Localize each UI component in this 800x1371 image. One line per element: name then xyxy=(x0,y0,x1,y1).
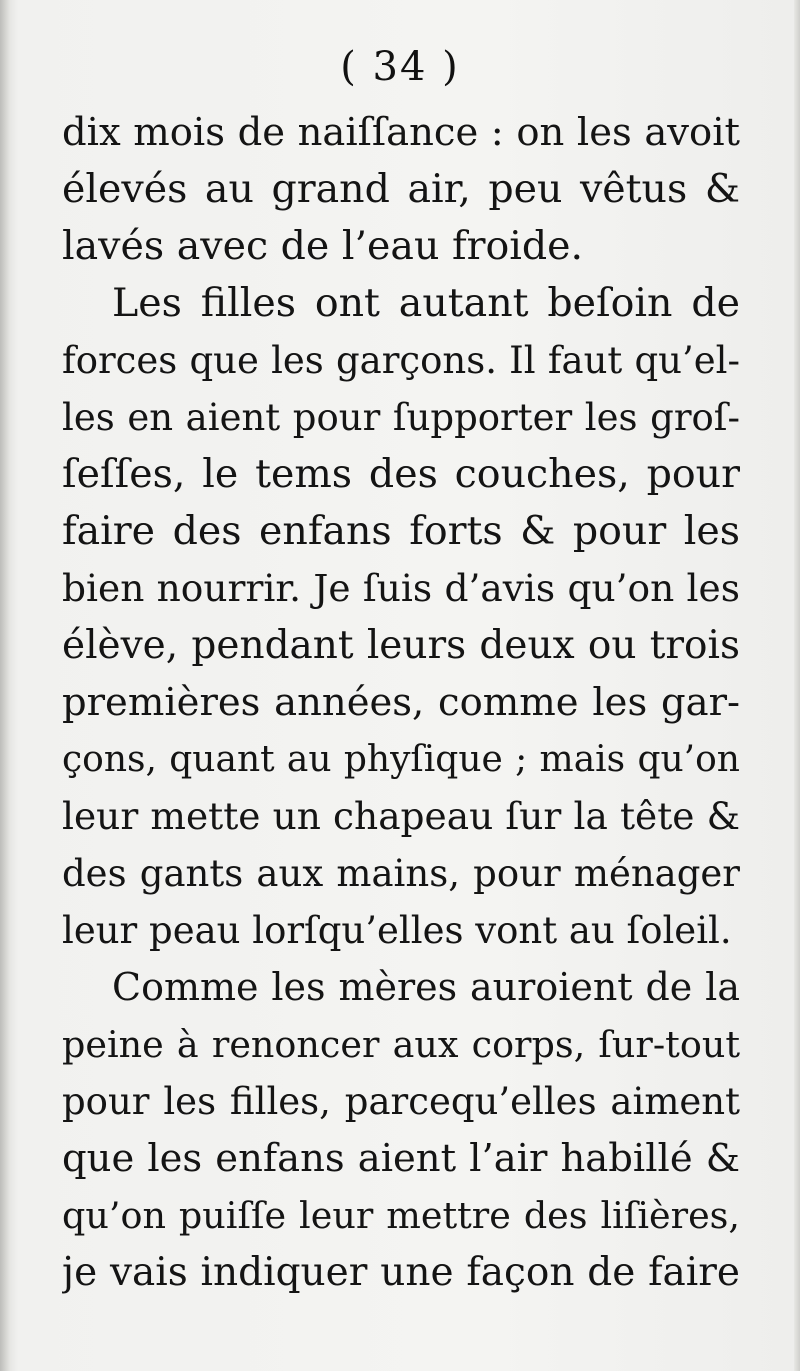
text-line: ſeſſes, le tems des couches, pour xyxy=(62,451,740,497)
text-line: bien nourrir. Je ſuis d’avis qu’on les xyxy=(62,566,740,610)
text-line: dix mois de naiſſance : on les avoit xyxy=(62,110,740,155)
text-line: leur peau lorſqu’elles vont au ſoleil. xyxy=(62,909,732,952)
text-line: faire des enfans forts & pour les xyxy=(62,508,740,554)
page-left-edge xyxy=(0,0,10,1371)
text-line: Comme les mères auroient de la xyxy=(112,965,740,1009)
text-line: leur mette un chapeau ſur la tête & xyxy=(62,794,740,838)
text-line: les en aient pour ſupporter les groſ- xyxy=(62,396,740,439)
text-line: çons, quant au phyſique ; mais qu’on xyxy=(62,739,740,780)
text-line: forces que les garçons. Il faut qu’el- xyxy=(62,339,740,382)
text-line: des gants aux mains, pour ménager xyxy=(62,852,740,895)
text-line: peine à renoncer aux corps, ſur-tout xyxy=(62,1023,740,1066)
text-line: lavés avec de l’eau froide. xyxy=(62,223,584,269)
text-line: premières années, comme les gar- xyxy=(62,680,740,725)
text-line: je vais indiquer une façon de faire xyxy=(62,1250,740,1295)
text-line: élevés au grand air, peu vêtus & xyxy=(62,166,740,212)
text-line: pour les filles, parcequ’elles aiment xyxy=(62,1080,740,1123)
text-line: élève, pendant leurs deux ou trois xyxy=(62,623,740,668)
body-text xyxy=(62,104,740,1301)
page-right-edge xyxy=(794,0,800,1371)
text-line: qu’on puiſſe leur mettre des liſières, xyxy=(62,1194,740,1237)
text-line: que les enfans aient l’air habillé & xyxy=(62,1136,740,1181)
text-line: Les filles ont autant beſoin de xyxy=(112,280,740,326)
page-number: ( 34 ) xyxy=(340,44,460,90)
